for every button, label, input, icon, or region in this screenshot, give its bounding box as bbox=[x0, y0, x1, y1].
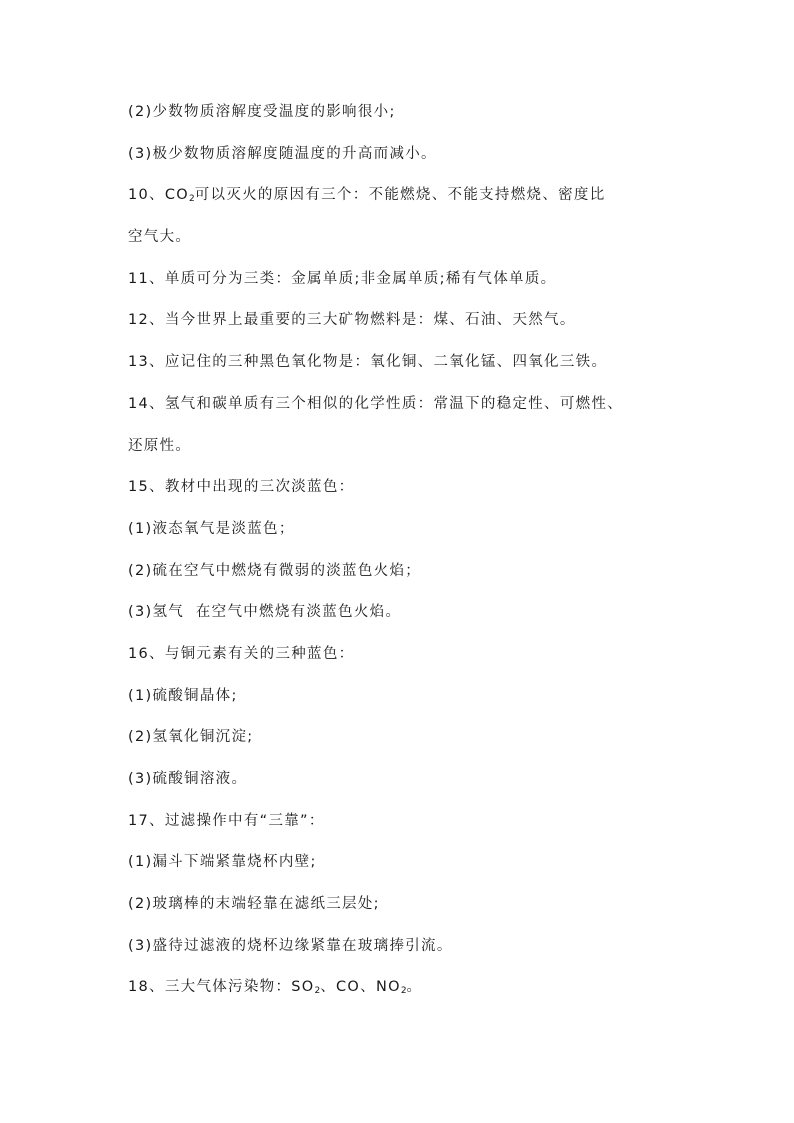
text-line bbox=[128, 269, 688, 290]
text-line bbox=[128, 310, 688, 331]
subscript: 2 bbox=[189, 194, 195, 205]
text-line bbox=[128, 561, 688, 582]
text-line bbox=[128, 686, 688, 707]
text-line-content: (3)氢气 在空气中燃烧有淡蓝色火焰。 bbox=[128, 604, 402, 621]
text-line bbox=[128, 436, 688, 457]
text-line-content: (1)硫酸铜晶体; bbox=[128, 687, 238, 704]
text-line-content: 16、与铜元素有关的三种蓝色： bbox=[128, 645, 355, 662]
text-line bbox=[128, 727, 688, 748]
text-line bbox=[128, 977, 688, 998]
text-line-content: (2)玻璃棒的末端轻靠在滤纸三层处; bbox=[128, 896, 380, 913]
text-line bbox=[128, 811, 688, 832]
text-line-content: 12、当今世界上最重要的三大矿物燃料是：煤、石油、天然气。 bbox=[128, 312, 576, 329]
text-line bbox=[128, 185, 688, 206]
text-line-content: (1)液态氧气是淡蓝色； bbox=[128, 520, 295, 537]
text-line bbox=[128, 602, 688, 623]
text-line bbox=[128, 894, 688, 915]
text-line bbox=[128, 936, 688, 957]
text-line bbox=[128, 144, 688, 165]
text-line bbox=[128, 394, 688, 415]
text-line-content: 还原性。 bbox=[128, 437, 192, 454]
text-line bbox=[128, 852, 688, 873]
text-line-content: (1)漏斗下端紧靠烧杯内壁; bbox=[128, 854, 317, 871]
text-line-content: (2)少数物质溶解度受温度的影响很小; bbox=[128, 104, 396, 120]
text-line-content: (3)盛待过滤液的烧杯边缘紧靠在玻璃捧引流。 bbox=[128, 937, 453, 954]
text-line-content: (2)氢氧化铜沉淀; bbox=[128, 729, 254, 746]
text-line bbox=[128, 227, 688, 248]
text-line-content: 17、过滤操作中有“三靠”： bbox=[128, 812, 325, 829]
text-line-content: 可以灭火的原因有三个：不能燃烧、不能支持燃烧、密度比 bbox=[194, 187, 606, 204]
text-line bbox=[128, 102, 688, 123]
text-line-content: 、CO、NO bbox=[320, 979, 401, 996]
text-line-content: 。 bbox=[406, 979, 423, 996]
text-line-content: (2)硫在空气中燃烧有微弱的淡蓝色火焰； bbox=[128, 562, 422, 579]
text-line-content: 18、三大气体污染物：SO bbox=[128, 979, 315, 996]
subscript: 2 bbox=[314, 986, 321, 997]
text-line bbox=[128, 519, 688, 540]
text-line-content: 14、氢气和碳单质有三个相似的化学性质：常温下的稳定性、可燃性、 bbox=[128, 395, 624, 412]
text-line bbox=[128, 477, 688, 498]
text-line bbox=[128, 352, 688, 373]
text-line-content: (3)极少数物质溶解度随温度的升高而减小。 bbox=[128, 145, 437, 162]
text-line-content: 15、教材中出现的三次淡蓝色： bbox=[128, 479, 355, 496]
text-line bbox=[128, 644, 688, 665]
text-line-content: 10、CO bbox=[128, 187, 189, 204]
text-line bbox=[128, 769, 688, 790]
text-line-content: (3)硫酸铜溶液。 bbox=[128, 771, 248, 787]
document-body bbox=[128, 102, 688, 1019]
text-line-content: 11、单质可分为三类：金属单质;非金属单质;稀有气体单质。 bbox=[128, 270, 557, 287]
text-line-content: 空气大。 bbox=[128, 229, 192, 246]
subscript: 2 bbox=[400, 986, 407, 997]
text-line-content: 13、应记住的三种黑色氧化物是：氧化铜、二氧化锰、四氧化三铁。 bbox=[128, 354, 608, 371]
